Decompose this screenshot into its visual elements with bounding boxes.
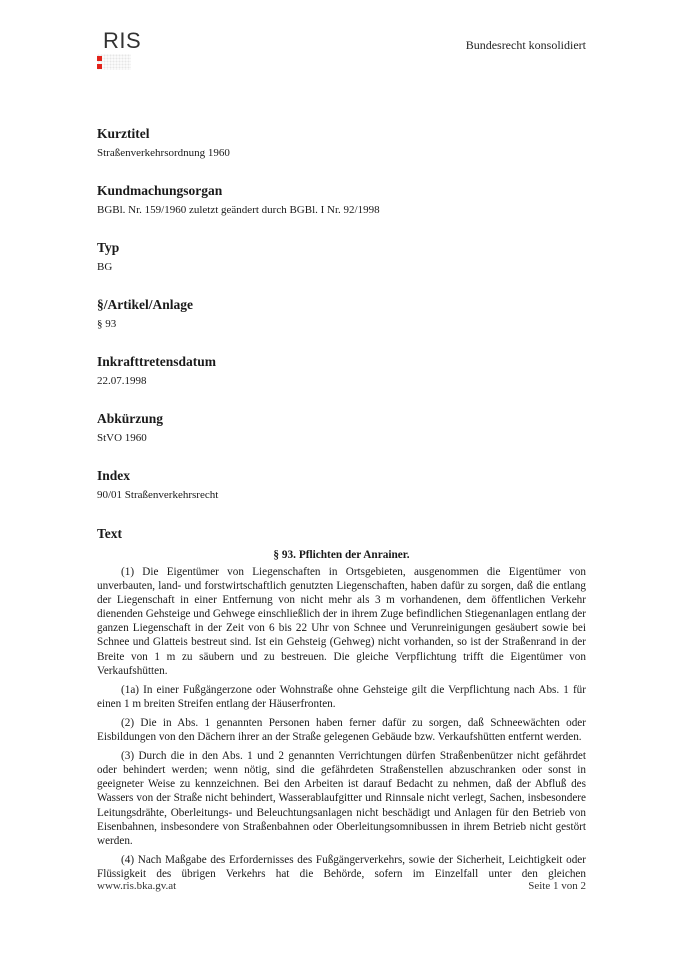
paragraph-2: (2) Die in Abs. 1 genannten Personen haben ferner dafür zu sorgen, daß Schneewächten oder Eisbildungen von den Dächern ihrer an der Straße gelegenen Gebäude bzw. Verkaufshütten entfernt werden. (97, 716, 586, 744)
meta-abkuerzung (97, 411, 587, 445)
meta-label: Typ (97, 240, 120, 255)
meta-label: Abkürzung (97, 411, 164, 426)
logo-red-square-icon (97, 56, 102, 61)
meta-kundmachungsorgan (97, 183, 587, 217)
paragraph-1: (1) Die Eigentümer von Liegenschaften in Ortsgebieten, ausgenommen die Eigentümer von unverbauten, land- und forstwirtschaftlich genutzten Liegenschaften, haben dafür zu sorgen, daß die entlang der Liegenschaft in einer Entfernung von nicht mehr als 3 m vorhandenen, dem öffentlichen Verkehr dienenden Gehsteige und Gehwege einschließlich der in ihrem Zuge befindlichen Stiegenanlagen entlang der ganzen Liegenschaft in der Zeit von 6 bis 22 Uhr von Schnee und Verunreinigungen gesäubert sowie bei Schnee und Glatteis bestreut sind. Ist ein Gehsteig (Gehweg) nicht vorhanden, so ist der Straßenrand in der Breite von 1 m zu säubern und zu bestreuen. Die gleiche Verpflichtung trifft die Eigentümer von Verkaufshütten. (97, 566, 586, 677)
meta-index (97, 468, 587, 502)
meta-label: Kundmachungsorgan (97, 183, 223, 198)
meta-value: § 93 (97, 318, 117, 330)
meta-label: §/Artikel/Anlage (97, 297, 193, 312)
page-number: Seite 1 von 2 (528, 880, 586, 892)
logo-red-square-icon (97, 64, 102, 69)
meta-label: Index (97, 468, 131, 483)
paragraph-3: (3) Durch die in den Abs. 1 und 2 genannten Verrichtungen dürfen Straßenbenützer nicht gefährdet oder behindert werden; wenn nötig, sind die gefährdeten Straßenstellen abzuschranken oder sonst in geeigneter Weise zu kennzeichnen. Bei den Arbeiten ist darauf Bedacht zu nehmen, daß der Abfluß des Wassers von der Straße nicht behindert, Wasserablaufgitter und Rinnsale nicht verlegt, Sachen, insbesondere Leitungsdrähte, Oberleitungs- und Beleuchtungsanlagen nicht beschädigt und Anlagen für den Betrieb von Eisenbahnen, insbesondere von Straßenbahnen oder Oberleitungsomnibussen in ihrem Betrieb nicht gestört werden. (97, 750, 586, 847)
meta-typ (97, 240, 587, 274)
logo-text: RIS (103, 28, 142, 53)
meta-value: StVO 1960 (97, 432, 147, 444)
text-section (97, 526, 586, 886)
meta-value: Straßenverkehrsordnung 1960 (97, 147, 230, 159)
text-label: Text (97, 526, 123, 541)
meta-value: BGBl. Nr. 159/1960 zuletzt geändert durch BGBl. I Nr. 92/1998 (97, 204, 380, 216)
paragraph-1a: (1a) In einer Fußgängerzone oder Wohnstraße ohne Gehsteige gilt die Verpflichtung nach Abs. 1 für einen 1 m breiten Streifen entlang der Häuserfronten. (97, 683, 586, 710)
paragraph-4: (4) Nach Maßgabe des Erfordernisses des Fußgängerverkehrs, sowie der Sicherheit, Leichtigkeit oder Flüssigkeit des übrigen Verkehrs hat die Behörde, sofern im Einzelfall unter den gleichen (97, 853, 586, 880)
meta-value: 22.07.1998 (97, 375, 147, 387)
document-header-title: Bundesrecht konsolidiert (465, 38, 586, 52)
meta-value: BG (97, 261, 113, 273)
meta-value: 90/01 Straßenverkehrsrecht (97, 489, 219, 501)
meta-artikel (97, 297, 587, 331)
logo-dot-grid (97, 54, 131, 70)
meta-label: Inkrafttretensdatum (97, 354, 216, 369)
ris-logo (97, 28, 157, 72)
footer-url-link[interactable]: www.ris.bka.gv.at (97, 880, 177, 892)
meta-kurztitel (97, 126, 587, 160)
meta-label: Kurztitel (97, 126, 150, 141)
section-heading: § 93. Pflichten der Anrainer. (273, 549, 410, 561)
meta-inkrafttretensdatum (97, 354, 587, 388)
